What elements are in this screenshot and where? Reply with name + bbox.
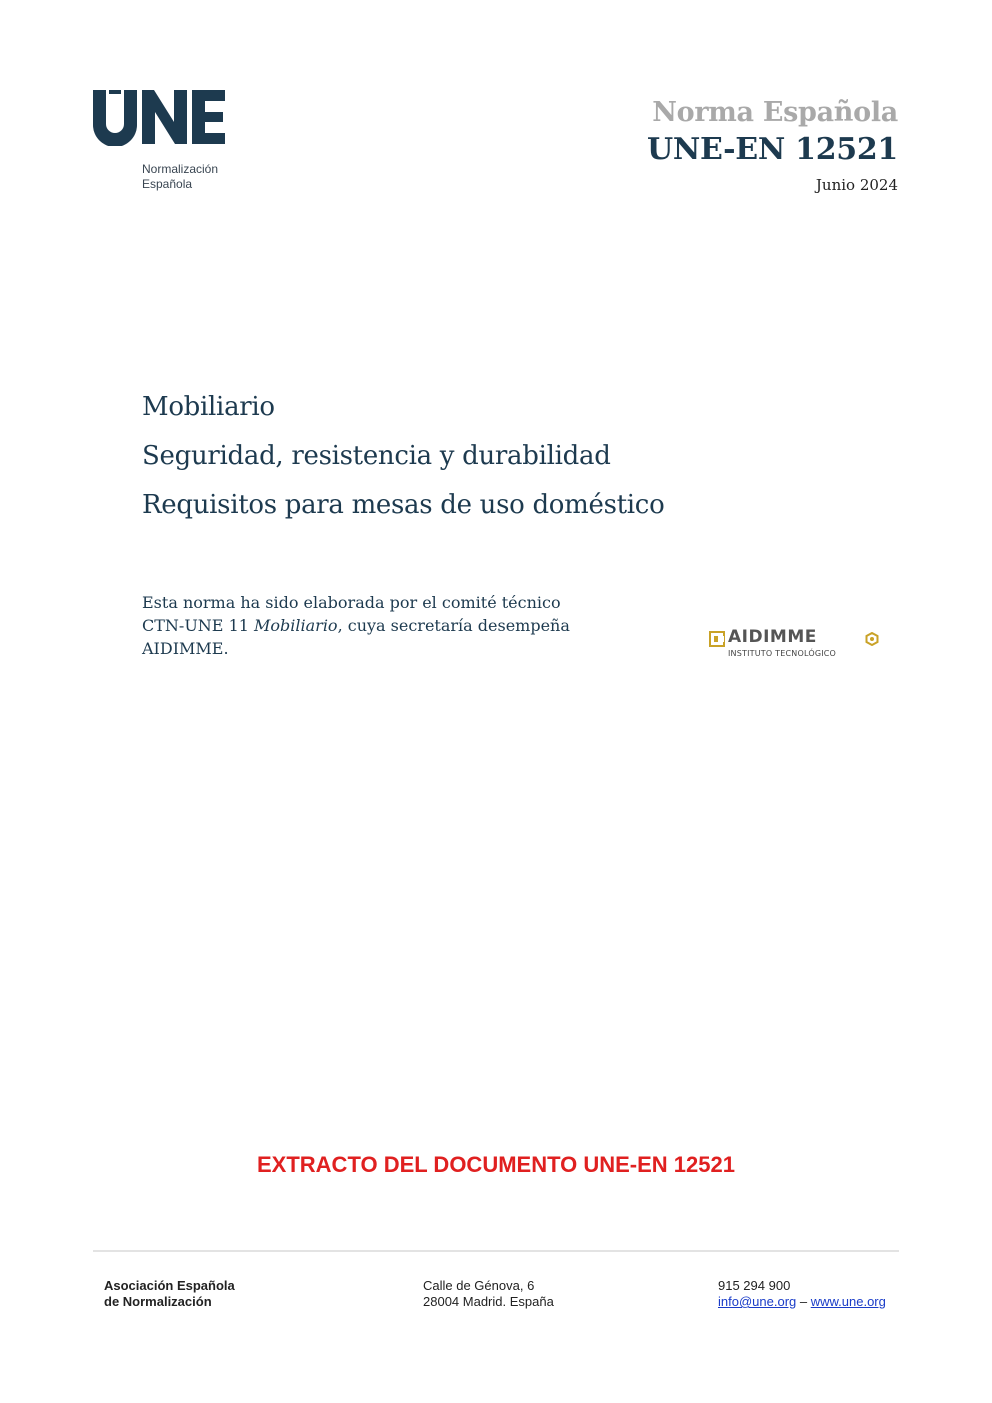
publication-date: Junio 2024 (815, 176, 898, 194)
footer-org-line1: Asociación Española (104, 1278, 235, 1293)
standard-header (647, 96, 898, 194)
committee-statement (142, 591, 612, 660)
logo-subtitle-line2: Española (142, 177, 193, 191)
aidimme-mark-icon (709, 631, 725, 647)
committee-line-3: AIDIMME. (142, 639, 229, 658)
title-line-2: Seguridad, resistencia y durabilidad (142, 441, 611, 471)
aidimme-tagline: INSTITUTO TECNOLÓGICO (728, 649, 837, 658)
footer-address-line2: 28004 Madrid. España (423, 1294, 554, 1309)
committee-secretariat: , cuya secretaría desempeña (337, 616, 570, 635)
extract-notice: EXTRACTO DEL DOCUMENTO UNE-EN 12521 (257, 1152, 735, 1177)
standard-label: Norma Española (652, 97, 898, 128)
committee-name: Mobiliario (254, 616, 338, 635)
aidimme-name: AIDIMME (728, 627, 817, 647)
aidimme-logo (709, 627, 879, 664)
footer-phone: 915 294 900 (718, 1278, 791, 1293)
footer-divider (93, 1250, 899, 1252)
une-logo (93, 90, 243, 191)
footer-org-line2: de Normalización (104, 1294, 212, 1309)
title-line-1: Mobiliario (142, 392, 275, 422)
footer-organization (104, 1278, 235, 1310)
une-wordmark (93, 90, 228, 146)
standard-code: UNE-EN 12521 (647, 132, 898, 167)
logo-subtitle-line1: Normalización (142, 162, 219, 176)
logo-subtitle (142, 162, 282, 192)
document-titles (142, 383, 664, 530)
aidimme-hexagon-icon (865, 632, 879, 646)
title-line-3: Requisitos para mesas de uso doméstico (142, 490, 665, 520)
footer-address (423, 1278, 554, 1310)
website-link[interactable]: www.une.org (810, 1294, 886, 1309)
footer-contact (718, 1278, 886, 1310)
committee-code: CTN-UNE 11 (142, 616, 255, 635)
email-link[interactable]: info@une.org (718, 1294, 797, 1309)
committee-line-1: Esta norma ha sido elaborada por el comité técnico (142, 593, 561, 612)
footer-link-separator: – (796, 1294, 811, 1309)
footer-address-line1: Calle de Génova, 6 (423, 1278, 535, 1293)
committee-line-2 (142, 614, 612, 637)
footer-links (718, 1294, 886, 1310)
